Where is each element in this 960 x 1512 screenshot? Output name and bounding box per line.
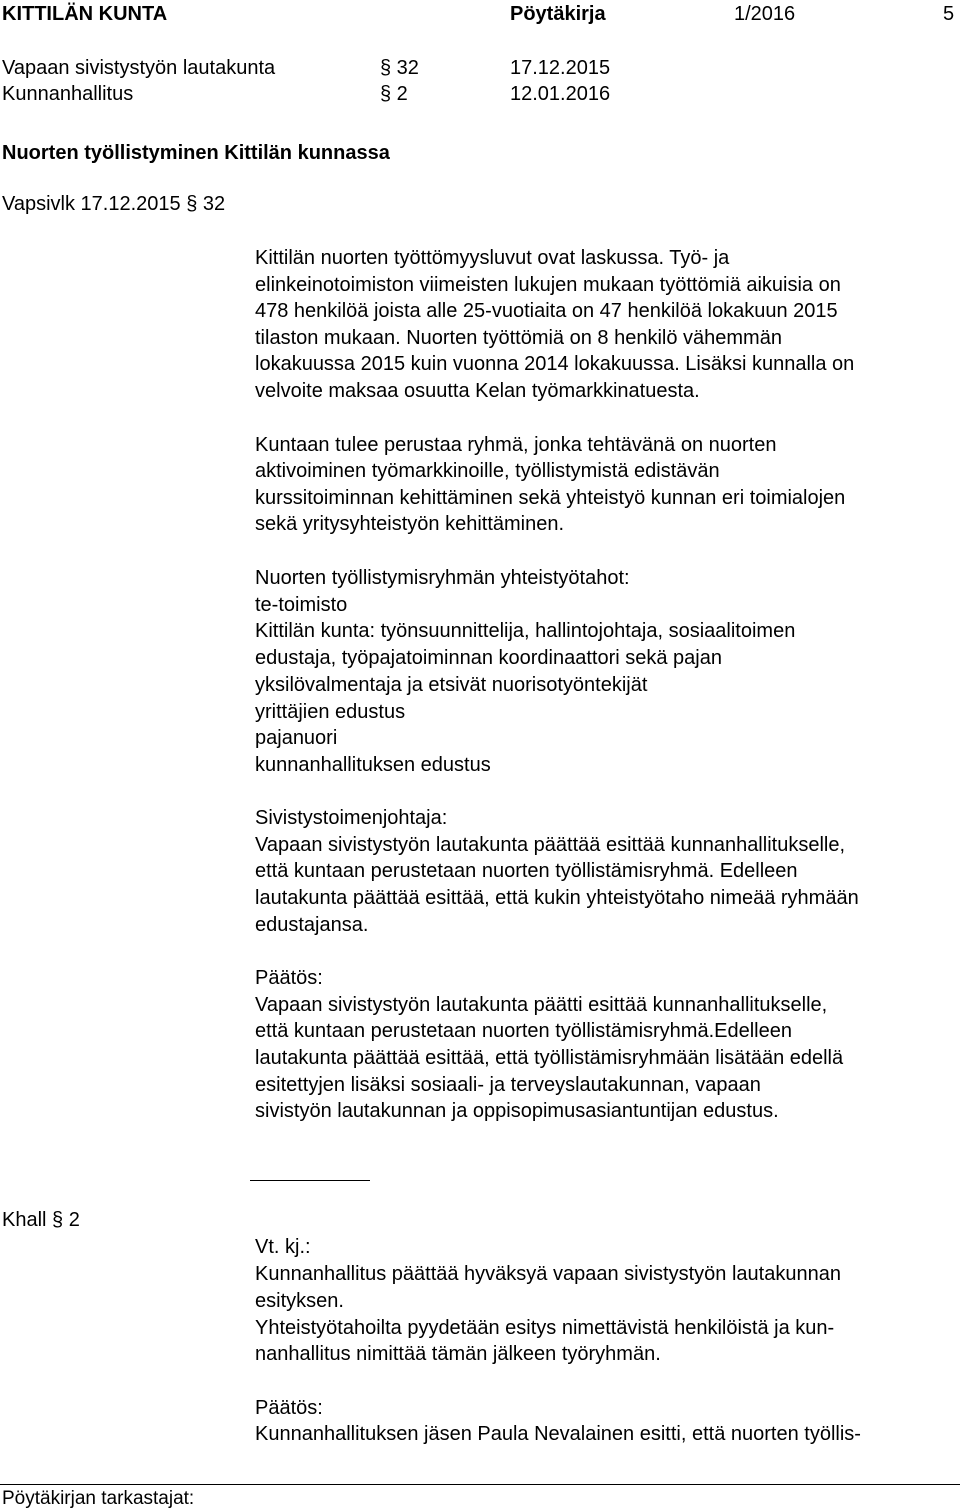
meeting-body: Kunnanhallitus [2, 83, 134, 105]
body-line: Kittilän kunta: työnsuunnittelija, hallintojohtaja, sosiaalitoimen [255, 620, 796, 642]
meeting-body: Vapaan sivistystyön lautakunta [2, 57, 276, 79]
body-line: elinkeinotoimiston viimeisten lukujen mukaan työttömiä aikuisia on [255, 274, 841, 296]
body-line: Vapaan sivistystyön lautakunta päätti esittää kunnanhallitukselle, [255, 994, 828, 1016]
body-line: pajanuori [255, 727, 338, 749]
body-line: että kuntaan perustetaan nuorten työllistämisryhmä. Edelleen [255, 860, 798, 882]
meeting-section: § 32 [380, 57, 419, 79]
page-number: 5 [943, 3, 955, 25]
body-line: Päätös: [255, 967, 323, 989]
body-line: te-toimisto [255, 594, 348, 616]
body-line: lautakunta päättää esittää, että kukin yhteistyötaho nimeää ryhmään [255, 887, 859, 909]
document-number: 1/2016 [734, 3, 796, 25]
preparation-reference: Vapsivlk 17.12.2015 § 32 [2, 193, 226, 215]
body-line: kurssitoiminnan kehittäminen sekä yhteistyö kunnan eri toimialojen [255, 487, 846, 509]
khall-line: nanhallitus nimittää tämän jälkeen työryhmän. [255, 1343, 661, 1365]
body-line: Sivistystoimenjohtaja: [255, 807, 448, 829]
khall-line: Yhteistyötahoilta pyydetään esitys nimettävistä henkilöistä ja kun- [255, 1317, 835, 1339]
khall-line: Päätös: [255, 1397, 323, 1419]
body-line: että kuntaan perustetaan nuorten työllistämisryhmä.Edelleen [255, 1020, 792, 1042]
body-line: velvoite maksaa osuutta Kelan työmarkkinatuesta. [255, 380, 700, 402]
body-line: yrittäjien edustus [255, 701, 406, 723]
body-line: sivistyön lautakunnan ja oppisopimusasiantuntijan edustus. [255, 1100, 779, 1122]
meeting-date: 12.01.2016 [510, 83, 611, 105]
body-line: Vapaan sivistystyön lautakunta päättää esittää kunnanhallitukselle, [255, 834, 846, 856]
body-line: lautakunta päättää esittää, että työllistämisryhmään lisätään edellä [255, 1047, 844, 1069]
body-line: edustajansa. [255, 914, 369, 936]
meeting-date: 17.12.2015 [510, 57, 611, 79]
reviewers-label: Pöytäkirjan tarkastajat: [2, 1488, 195, 1509]
document-header [0, 2, 960, 28]
khall-line: Kunnanhallitus päättää hyväksyä vapaan sivistystyön lautakunnan [255, 1263, 841, 1285]
footer-rule [0, 1484, 960, 1485]
khall-line: Vt. kj.: [255, 1236, 311, 1258]
meeting-section: § 2 [380, 83, 408, 105]
body-line: aktivoiminen työmarkkinoille, työllistymistä edistävän [255, 460, 720, 482]
body-line: tilaston mukaan. Nuorten työttömiä on 8 henkilö vähemmän [255, 327, 782, 349]
khall-reference: Khall § 2 [2, 1209, 80, 1231]
body-line: esitettyjen lisäksi sosiaali- ja terveyslautakunnan, vapaan [255, 1074, 761, 1096]
municipality-name: KITTILÄN KUNTA [2, 3, 168, 25]
body-line: sekä yritysyhteistyön kehittäminen. [255, 513, 565, 535]
khall-line: Kunnanhallituksen jäsen Paula Nevalainen esitti, että nuorten työllis- [255, 1423, 861, 1445]
body-line: edustaja, työpajatoiminnan koordinaattori sekä pajan [255, 647, 722, 669]
body-line: Kuntaan tulee perustaa ryhmä, jonka tehtävänä on nuorten [255, 434, 777, 456]
section-separator [250, 1180, 370, 1181]
body-line: 478 henkilöä joista alle 25-vuotiaita on 47 henkilöä lokakuun 2015 [255, 300, 838, 322]
document-title: Nuorten työllistyminen Kittilän kunnassa [2, 142, 390, 164]
body-line: yksilövalmentaja ja etsivät nuorisotyöntekijät [255, 674, 648, 696]
body-line: lokakuussa 2015 kuin vuonna 2014 lokakuussa. Lisäksi kunnalla on [255, 353, 855, 375]
body-line: Nuorten työllistymisryhmän yhteistyötahot: [255, 567, 630, 589]
khall-line: esityksen. [255, 1290, 344, 1312]
document-type: Pöytäkirja [510, 3, 606, 25]
body-line: Kittilän nuorten työttömyysluvut ovat laskussa. Työ- ja [255, 247, 730, 269]
body-line: kunnanhallituksen edustus [255, 754, 491, 776]
